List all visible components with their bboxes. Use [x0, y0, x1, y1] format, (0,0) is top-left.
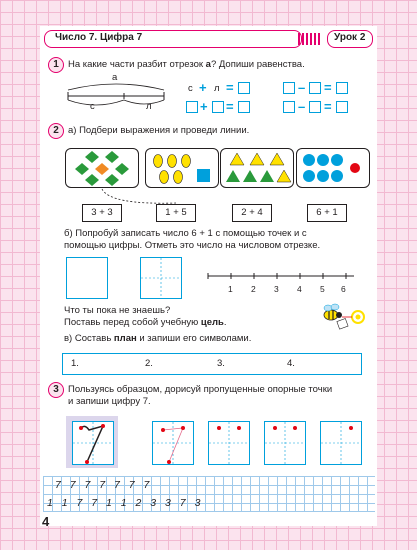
header-stripes: [298, 33, 322, 45]
eq1-l: л: [214, 83, 220, 94]
practice-cell-3-guides: [265, 422, 305, 464]
card-triangles[interactable]: [220, 148, 294, 188]
card-ovals[interactable]: [145, 148, 219, 188]
expr-box-3[interactable]: 2 + 4: [232, 204, 272, 222]
eq3-box-3[interactable]: [336, 82, 348, 94]
writing-grid[interactable]: [43, 476, 375, 512]
triangles-shapes: [221, 149, 293, 187]
task2-b-line1: б) Попробуй записать число 6 + 1 с помощью точек и с: [64, 228, 307, 239]
topic-title: Число 7. Цифра 7: [55, 32, 143, 43]
expr-box-1[interactable]: 3 + 3: [82, 204, 122, 222]
eq1-plus: +: [199, 80, 207, 95]
task3-line1: Пользуясь образцом, дорисуй пропущенные опорные точки: [68, 384, 333, 395]
task2-q-line1: Что ты пока не знаешь?: [64, 305, 171, 316]
tick-label-5: 5: [320, 284, 325, 294]
grid-line-3: [43, 494, 375, 495]
grid-line-5: [43, 511, 375, 512]
segment-label-c: с: [90, 101, 95, 112]
plan-item-3: 3.: [217, 358, 225, 369]
practice-cell-4-guides: [321, 422, 361, 464]
segment-label-l: л: [146, 101, 152, 112]
card-circles[interactable]: [296, 148, 370, 188]
plan-box[interactable]: [62, 353, 362, 375]
tick-label-6: 6: [341, 284, 346, 294]
sample-cell: [72, 421, 114, 465]
eq4-equals: =: [324, 99, 332, 114]
eq1-answer-box[interactable]: [238, 82, 250, 94]
circles-shapes: [297, 149, 369, 187]
eq2-plus: +: [200, 99, 208, 114]
q2-suffix: .: [223, 317, 227, 328]
diamonds-shapes: [66, 149, 138, 187]
tick-label-4: 4: [297, 284, 302, 294]
eq4-box-1[interactable]: [283, 101, 295, 113]
eq2-box-3[interactable]: [238, 101, 250, 113]
task2-a-text: а) Подбери выражения и проведи линии.: [68, 125, 250, 136]
grid-line-1: [43, 476, 375, 477]
task1-question-prefix: На какие части разбит отрезок: [68, 59, 206, 70]
dots-box[interactable]: [66, 257, 108, 299]
task1-number: 1: [48, 57, 64, 73]
eq2-equals: =: [226, 99, 234, 114]
practice-cell-4[interactable]: [320, 421, 362, 465]
q2-prefix: Поставь перед собой учебную: [64, 317, 201, 328]
task1-question-var: а: [205, 59, 211, 70]
lesson-pill: [327, 30, 373, 48]
eq3-box-2[interactable]: [309, 82, 321, 94]
digit-box[interactable]: [140, 257, 182, 299]
expr-box-2[interactable]: 1 + 5: [156, 204, 196, 222]
practice-cell-1-guides: [153, 422, 193, 464]
practice-cell-1[interactable]: [152, 421, 194, 465]
segment-label-a: а: [112, 72, 118, 83]
task1-question-suffix: ? Допиши равенства.: [210, 59, 305, 70]
task2-c-text: [64, 333, 251, 345]
ovals-shapes: [146, 149, 218, 187]
header-bar: [44, 30, 373, 48]
q2-bold: цель: [200, 317, 224, 328]
plan-item-4: 4.: [287, 358, 295, 369]
practice-cell-3[interactable]: [264, 421, 306, 465]
eq3-minus: –: [298, 80, 306, 95]
task1-question: [68, 59, 305, 71]
lesson-label: Урок 2: [334, 32, 366, 43]
task3-line2: и запиши цифру 7.: [68, 396, 151, 407]
c-bold: план: [113, 333, 137, 344]
writing-row-2: 1 1 7 7 1 1 2 3 3 7 3: [47, 497, 204, 509]
card-diamonds[interactable]: [65, 148, 139, 188]
digit-box-guides: [141, 258, 181, 298]
eq4-box-3[interactable]: [336, 101, 348, 113]
eq2-box-2[interactable]: [212, 101, 224, 113]
page-number: 4: [42, 514, 50, 529]
eq4-minus: –: [298, 99, 306, 114]
eq1-c: с: [188, 83, 193, 94]
bee-target-illustration: [318, 303, 368, 333]
tick-label-2: 2: [251, 284, 256, 294]
practice-cell-2[interactable]: [208, 421, 250, 465]
task2-number: 2: [48, 123, 64, 139]
expr-box-4[interactable]: 6 + 1: [307, 204, 347, 222]
eq1-equals: =: [226, 80, 234, 95]
c-suffix: и запиши его символами.: [136, 333, 252, 344]
tick-label-3: 3: [274, 284, 279, 294]
eq2-box-1[interactable]: [186, 101, 198, 113]
plan-item-1: 1.: [71, 358, 79, 369]
c-prefix: в) Составь: [64, 333, 114, 344]
task3-number: 3: [48, 382, 64, 398]
task2-q-line2: [64, 317, 227, 329]
task2-b-line2: помощью цифры. Отметь это число на числовом отрезке.: [64, 240, 321, 251]
eq3-equals: =: [324, 80, 332, 95]
tick-label-1: 1: [228, 284, 233, 294]
writing-row-1: 7 7 7 7 7 7 7: [55, 479, 153, 491]
sample-seven: [73, 422, 113, 464]
eq3-box-1[interactable]: [283, 82, 295, 94]
plan-item-2: 2.: [145, 358, 153, 369]
eq4-box-2[interactable]: [309, 101, 321, 113]
topic-pill: [44, 30, 302, 48]
practice-cell-2-guides: [209, 422, 249, 464]
